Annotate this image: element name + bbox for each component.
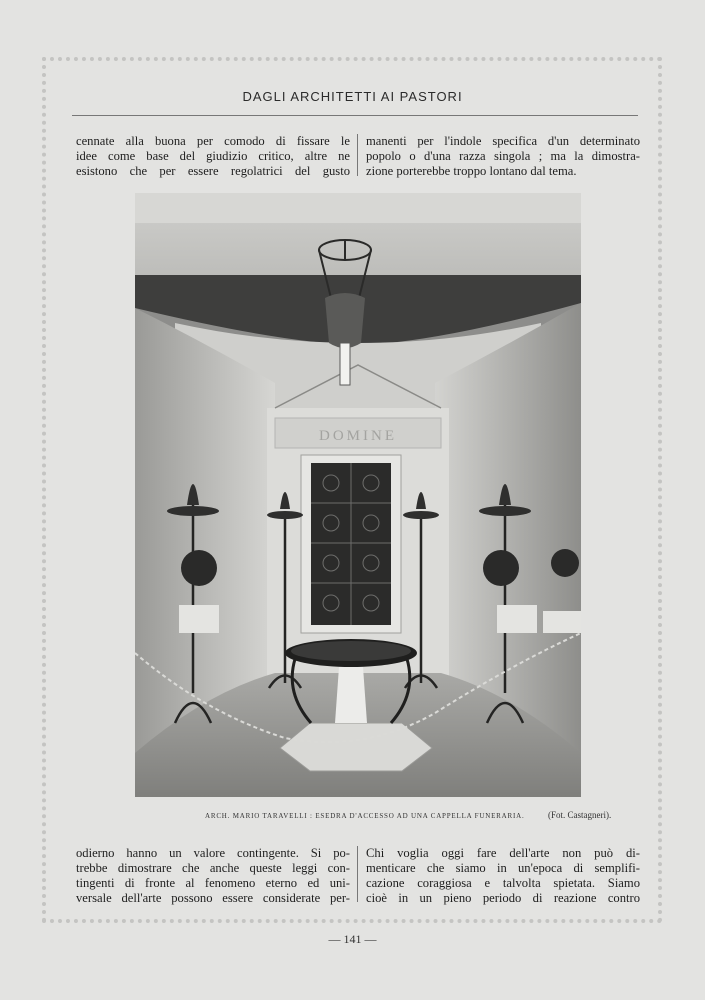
text-line: versale dell'arte possono essere considerate per- xyxy=(76,891,350,905)
text-line: cioè in un pieno periodo di reazione contro xyxy=(366,891,640,905)
top-right-column xyxy=(366,134,640,179)
text-line: tingenti di fronte al fenomeno eterno ed uni- xyxy=(76,876,350,890)
exedra-photograph xyxy=(135,193,581,797)
text-line: odierno hanno un valore contingente. Si po- xyxy=(76,846,350,860)
column-divider xyxy=(357,134,358,176)
text-line: esistono che per essere regolatrici del gusto xyxy=(76,164,350,178)
text-line: cennate alla buona per comodo di fissare le xyxy=(76,134,350,148)
photo-credit: (Fot. Castagneri). xyxy=(548,810,612,820)
text-line: manenti per l'indole specifica d'un determinato xyxy=(366,134,640,148)
text-line: Chi voglia oggi fare dell'arte non può di- xyxy=(366,846,640,860)
top-left-column xyxy=(76,134,350,179)
column-divider xyxy=(357,846,358,902)
header-rule xyxy=(72,115,638,116)
page-number: — 141 — xyxy=(328,932,377,946)
bottom-left-column xyxy=(76,846,350,906)
text-line: idee come base del giudizio critico, altre ne xyxy=(76,149,350,163)
bottom-right-column xyxy=(366,846,640,906)
text-line: popolo o d'una razza singola ; ma la dimostra- xyxy=(366,149,640,163)
text-line: cazione coraggiosa e talvolta spietata. Siamo xyxy=(366,876,640,890)
photo-caption: ARCH. MARIO TARAVELLI : ESEDRA D'ACCESSO AD UNA CAPPELLA FUNERARIA. xyxy=(205,812,525,820)
inscription-domine: DOMINE xyxy=(319,428,397,444)
running-title: DAGLI ARCHITETTI AI PASTORI xyxy=(242,89,463,104)
text-line: menticare che siamo in un'epoca di semplifi- xyxy=(366,861,640,875)
text-line: zione porterebbe troppo lontano dal tema. xyxy=(366,164,577,178)
text-line: trebbe dimostrare che anche queste leggi con- xyxy=(76,861,350,875)
